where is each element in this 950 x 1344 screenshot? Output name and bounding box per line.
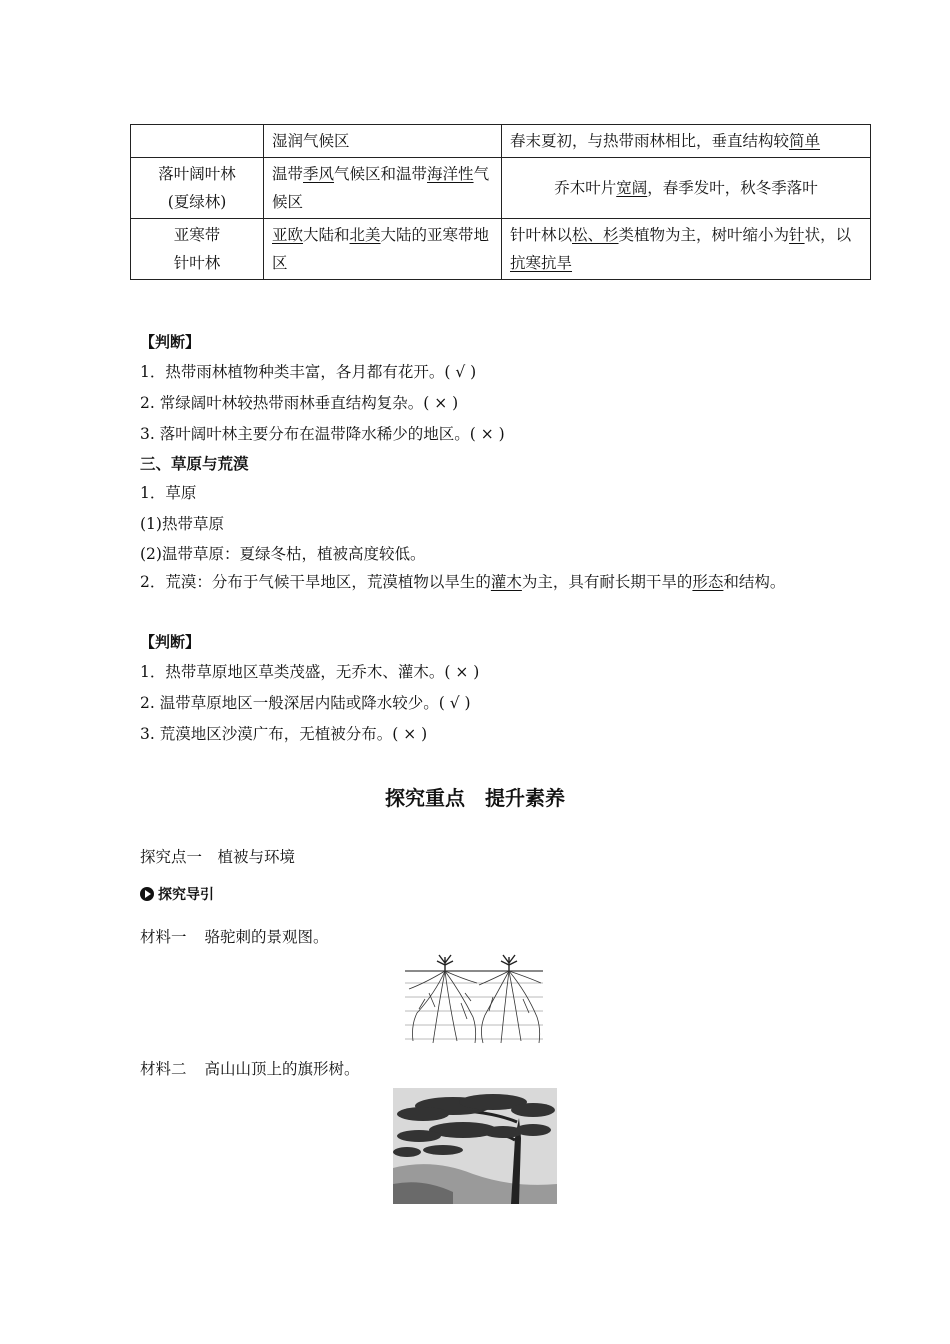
explore-guide-heading (140, 884, 214, 904)
material-label: 材料一 (140, 928, 187, 946)
answer-underline: 亚欧 (272, 226, 304, 244)
table-row (131, 219, 871, 280)
text: 2．荒漠：分布于气候干旱地区，荒漠植物以旱生的 (140, 573, 491, 591)
table-cell-climate (264, 158, 502, 219)
subheading: 1．草原 (140, 484, 197, 502)
table-cell-feature (502, 158, 871, 219)
answer-underline: 针 (789, 226, 805, 244)
judge-heading: 【判断】 (140, 633, 201, 651)
judge-heading: 【判断】 (140, 333, 201, 351)
type-line: (夏绿林) (167, 193, 227, 211)
material-text: 骆驼刺的景观图。 (204, 928, 329, 946)
section-heading: 三、草原与荒漠 (140, 455, 249, 473)
text: 气候区和温带 (334, 165, 428, 183)
judge-item: 1．热带雨林植物种类丰富，各月都有花开。( √ ) (140, 363, 477, 381)
text: 春末夏初，与热带雨林相比，垂直结构较 (510, 132, 790, 150)
type-line: 针叶林 (173, 254, 221, 272)
section-title: 探究重点 提升素养 (385, 786, 565, 810)
text: 状，以 (804, 226, 852, 244)
answer-underline: 形态 (692, 573, 724, 591)
play-circle-icon (140, 887, 154, 901)
camel-thorn-image (405, 953, 543, 1045)
text: 乔木叶片 (554, 179, 617, 197)
explore-point-heading: 探究点一 植被与环境 (140, 848, 296, 866)
text: 为主，具有耐长期干旱的 (521, 573, 693, 591)
material-label: 材料二 (140, 1060, 187, 1078)
table-cell-type (131, 158, 264, 219)
type-line: 亚寒带 (173, 226, 221, 244)
answer-underline: 简单 (789, 132, 821, 150)
text: 大陆和 (303, 226, 350, 244)
text: 温带 (272, 165, 304, 183)
table-cell-feature (502, 125, 871, 158)
text: 和结构。 (723, 573, 786, 591)
table-row (131, 125, 871, 158)
judge-item: 1．热带草原地区草类茂盛，无乔木、灌木。( × ) (140, 663, 480, 681)
judge-item: 3. 荒漠地区沙漠广布，无植被分布。( × ) (140, 725, 428, 743)
answer-underline: 宽阔 (616, 179, 648, 197)
table-cell-feature (502, 219, 871, 280)
answer-underline: 北美 (349, 226, 381, 244)
table-cell-type (131, 125, 264, 158)
material-caption (140, 925, 329, 947)
material-caption (140, 1057, 360, 1079)
flag-tree-image (393, 1088, 557, 1204)
material-text: 高山山顶上的旗形树。 (204, 1060, 360, 1078)
text: ，春季发叶，秋冬季落叶 (647, 179, 818, 197)
paragraph (140, 567, 812, 597)
text: 类植物为主，树叶缩小为 (618, 226, 790, 244)
text: 气候区 (272, 165, 490, 211)
type-line: 落叶阔叶林 (158, 165, 236, 183)
vegetation-table (130, 124, 871, 280)
answer-underline: 灌木 (490, 573, 522, 591)
answer-underline: 松、杉 (572, 226, 619, 244)
paragraph: (2)温带草原：夏绿冬枯，植被高度较低。 (140, 545, 426, 563)
answer-underline: 季风 (303, 165, 335, 183)
table-row (131, 158, 871, 219)
table-cell-climate: 湿润气候区 (264, 125, 502, 158)
text: 大陆的亚寒带地区 (272, 226, 490, 272)
judge-item: 3. 落叶阔叶林主要分布在温带降水稀少的地区。( × ) (140, 425, 505, 443)
judge-item: 2. 常绿阔叶林较热带雨林垂直结构复杂。( × ) (140, 394, 459, 412)
table-cell-type (131, 219, 264, 280)
text: 针叶林以 (510, 226, 573, 244)
answer-underline: 抗寒抗旱 (510, 254, 573, 272)
guide-label: 探究导引 (158, 887, 214, 903)
answer-underline: 海洋性 (427, 165, 474, 183)
paragraph: (1)热带草原 (140, 515, 224, 533)
judge-item: 2. 温带草原地区一般深居内陆或降水较少。( √ ) (140, 694, 471, 712)
table-cell-climate (264, 219, 502, 280)
